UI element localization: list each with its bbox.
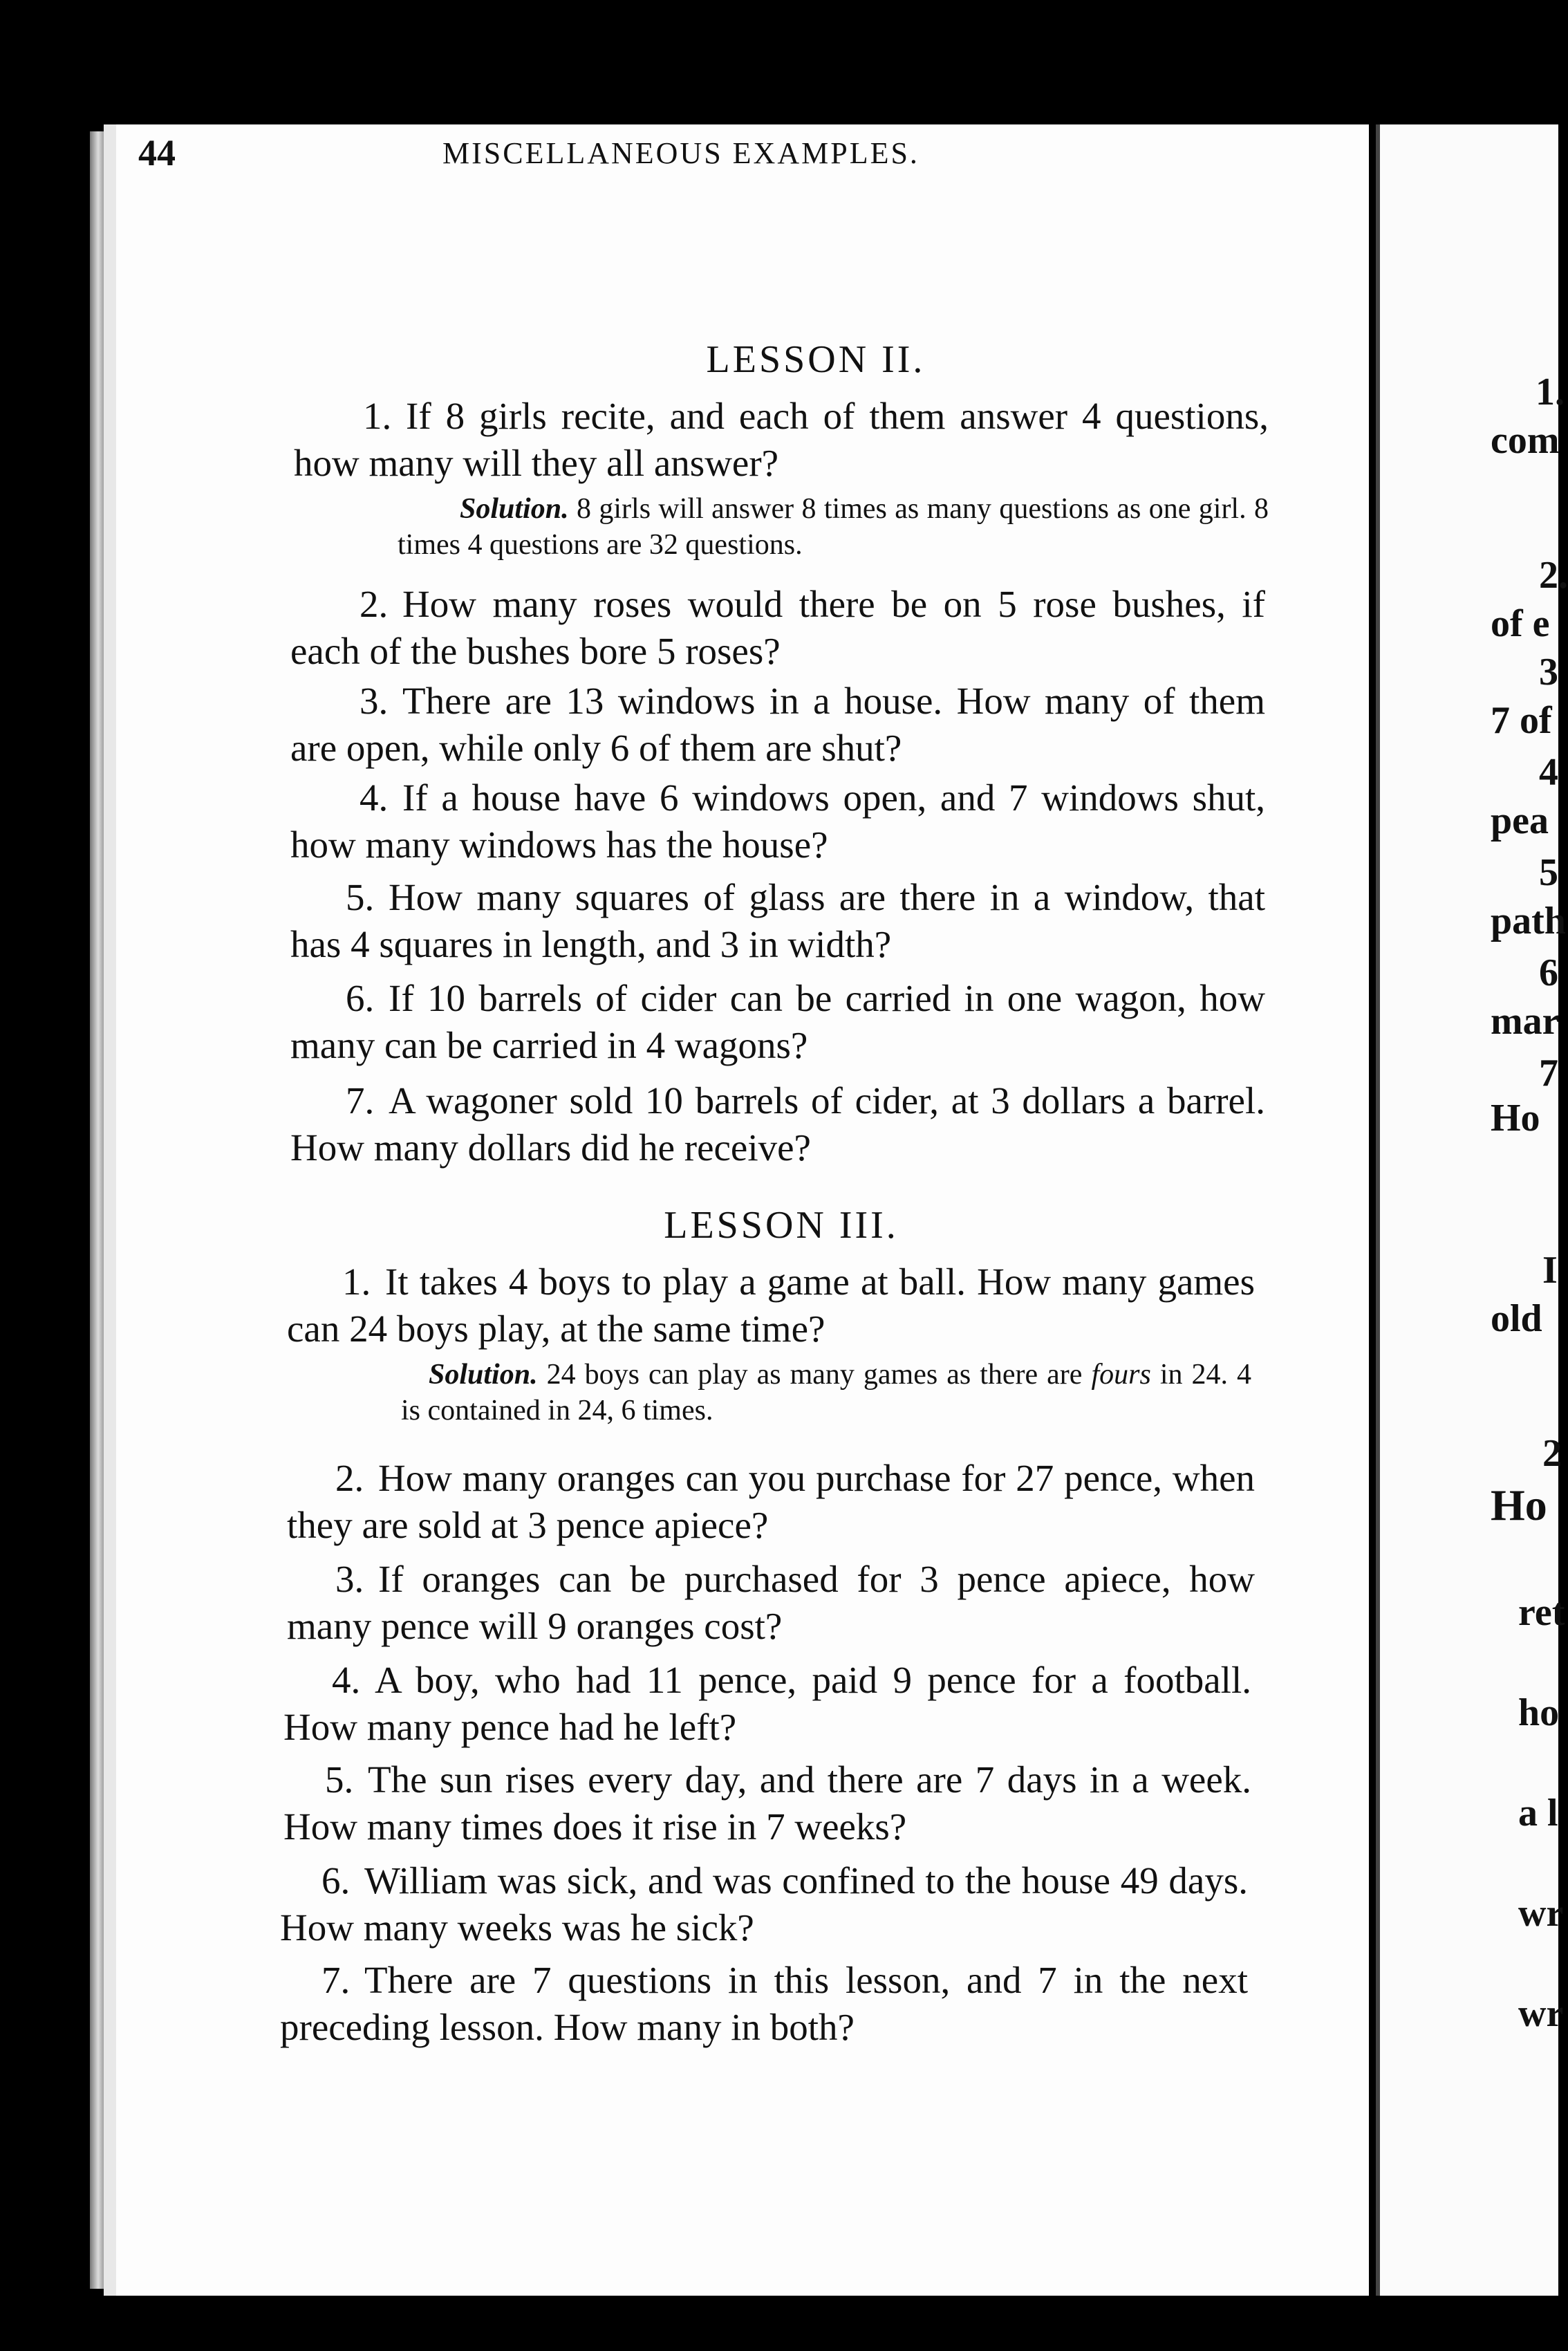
adjacent-fragment: pea — [1491, 799, 1549, 842]
question-number: 5. — [325, 1758, 354, 1801]
lesson-2-solution-1 — [398, 491, 1269, 563]
question-text: How many oranges can you purchase for 27 pence, when they are sold at 3 pence apiece? — [287, 1457, 1255, 1546]
lesson-2-question-6 — [290, 975, 1265, 1069]
lesson-2-question-5 — [290, 874, 1265, 968]
question-number: 1. — [363, 395, 392, 437]
lesson-2-question-2 — [290, 581, 1265, 675]
question-text: The sun rises every day, and there are 7 days in a week. How many times does it rise in 7 weeks? — [283, 1758, 1251, 1848]
adjacent-fragment: 7 of — [1491, 699, 1552, 742]
question-number: 4. — [360, 777, 389, 819]
solution-text-continued: in 24. 4 is contained in 24, 6 times. — [401, 1359, 1252, 1427]
lesson-3-question-1 — [287, 1258, 1255, 1353]
question-number: 5. — [346, 876, 375, 918]
adjacent-fragment: I — [1542, 1249, 1558, 1292]
adjacent-fragment: wr — [1518, 1892, 1564, 1935]
adjacent-fragment: ho — [1518, 1691, 1560, 1734]
question-text: How many squares of glass are there in a window, that has 4 squares in length, and 3 in width? — [290, 876, 1265, 965]
lesson-2-question-4 — [290, 774, 1265, 868]
page-number: 44 — [138, 132, 176, 174]
question-number: 6. — [346, 977, 375, 1019]
adjacent-fragment: 1. — [1536, 371, 1565, 413]
adjacent-page-edge — [1376, 124, 1568, 2296]
adjacent-fragment: 2. — [1539, 554, 1568, 597]
adjacent-fragment: old — [1491, 1297, 1542, 1340]
lesson-3-question-5 — [283, 1756, 1251, 1850]
adjacent-fragment: 3 — [1539, 651, 1558, 694]
question-number: 2. — [360, 583, 389, 625]
lesson-3-question-3 — [287, 1556, 1255, 1650]
question-number: 7. — [346, 1079, 375, 1122]
lesson-2-question-1 — [294, 393, 1269, 487]
question-text: How many roses would there be on 5 rose bushes, if each of the bushes bore 5 roses? — [290, 583, 1265, 672]
lesson-3-heading: LESSON III. — [664, 1204, 899, 1247]
adjacent-fragment: wr — [1518, 1992, 1564, 2035]
adjacent-fragment: mar — [1491, 1000, 1560, 1043]
adjacent-fragment: a l — [1518, 1792, 1558, 1834]
question-text: If 8 girls recite, and each of them answer 4 questions, how many will they all answer? — [294, 395, 1269, 484]
question-number: 4. — [332, 1659, 361, 1701]
question-number: 1. — [342, 1261, 371, 1303]
running-head: MISCELLANEOUS EXAMPLES. — [442, 136, 920, 170]
question-text: William was sick, and was confined to the house 49 days. How many weeks was he sick? — [280, 1859, 1248, 1949]
adjacent-fragment: Ho — [1491, 1480, 1547, 1530]
solution-text: 24 boys can play as many games as there are — [546, 1359, 1083, 1391]
lesson-3-question-7 — [280, 1957, 1248, 2051]
question-text: If a house have 6 windows open, and 7 windows shut, how many windows has the house? — [290, 777, 1265, 866]
lesson-2-question-3 — [290, 678, 1265, 772]
adjacent-fragment: 6 — [1539, 951, 1558, 994]
question-text: There are 7 questions in this lesson, and 7 in the next preceding lesson. How many in both? — [280, 1959, 1248, 2048]
lesson-3-question-4 — [283, 1657, 1251, 1751]
question-text: If oranges can be purchased for 3 pence apiece, how many pence will 9 oranges cost? — [287, 1558, 1255, 1647]
question-number: 3. — [360, 680, 389, 722]
lesson-2-question-7 — [290, 1077, 1265, 1171]
solution-emphasis: fours — [1091, 1359, 1151, 1391]
solution-text: 8 girls will answer 8 times as many questions as one girl. 8 times 4 questions are 32 questions. — [398, 493, 1269, 561]
question-text: A wagoner sold 10 barrels of cider, at 3 dollars a barrel. How many dollars did he receive? — [290, 1079, 1265, 1169]
lesson-3-question-2 — [287, 1455, 1255, 1549]
question-text: It takes 4 boys to play a game at ball. How many games can 24 boys play, at the same time? — [287, 1261, 1255, 1350]
solution-label: Solution. — [460, 493, 569, 525]
question-text: If 10 barrels of cider can be carried in one wagon, how many can be carried in 4 wagons? — [290, 977, 1265, 1066]
adjacent-fragment: Ho — [1491, 1097, 1540, 1140]
adjacent-fragment: 7 — [1539, 1052, 1558, 1095]
adjacent-fragment: of e — [1491, 602, 1550, 645]
question-number: 7. — [321, 1959, 351, 2001]
question-number: 6. — [321, 1859, 351, 1902]
question-number: 2. — [335, 1457, 364, 1499]
adjacent-fragment: com — [1491, 419, 1560, 462]
lesson-2-heading: LESSON II. — [706, 338, 926, 381]
question-number: 3. — [335, 1558, 364, 1600]
solution-label: Solution. — [429, 1359, 538, 1391]
adjacent-fragment: 4 — [1539, 751, 1558, 794]
adjacent-fragment: path — [1491, 900, 1566, 942]
adjacent-fragment: 2 — [1542, 1432, 1562, 1475]
adjacent-fragment: 5 — [1539, 851, 1558, 894]
lesson-3-question-6 — [280, 1857, 1248, 1951]
adjacent-fragment: ret — [1518, 1591, 1565, 1634]
lesson-3-solution-1 — [401, 1357, 1251, 1429]
question-text: A boy, who had 11 pence, paid 9 pence for a football. How many pence had he left? — [283, 1659, 1251, 1748]
question-text: There are 13 windows in a house. How many of them are open, while only 6 of them are shut? — [290, 680, 1265, 769]
